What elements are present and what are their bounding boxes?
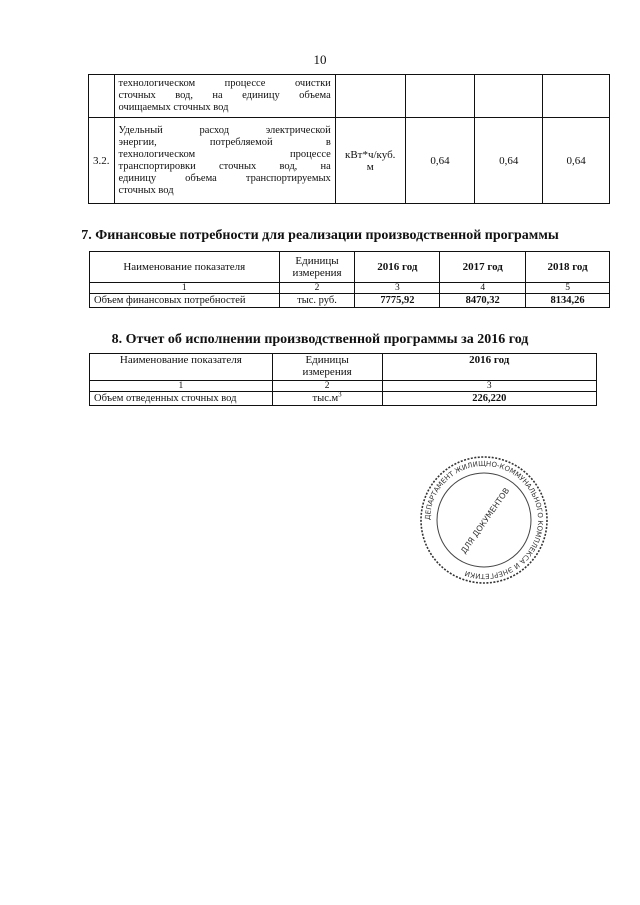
indicator-name-cell: Объем финансовых потребностей [90, 294, 280, 308]
table-row [90, 294, 610, 308]
column-header: 2018 год [526, 252, 610, 283]
column-number: 2 [279, 283, 355, 294]
section-7-heading: 7. Финансовые потребности для реализации производственной программы [81, 228, 559, 243]
value-cell [543, 75, 610, 118]
table-row [89, 75, 610, 118]
unit-cell [335, 118, 405, 204]
description-line: транспортировки сточных вод, на [118, 160, 331, 172]
section-8-heading: 8. Отчет об исполнении производственной программы за 2016 год [111, 332, 529, 347]
unit-cell: тыс. руб. [279, 294, 355, 308]
column-number-row [90, 283, 610, 294]
column-header: 2016 год [355, 252, 440, 283]
value-cell [405, 75, 475, 118]
table-row [89, 118, 610, 204]
column-header-line: Единицы [295, 255, 339, 267]
table-header-row [90, 252, 610, 283]
description-line: очищаемых сточных вод [118, 102, 229, 113]
indicator-description-cell [114, 75, 335, 118]
table-header-row [90, 354, 597, 381]
value-cell: 0,64 [475, 118, 543, 204]
value-cell: 0,64 [405, 118, 475, 204]
value-cell [475, 75, 543, 118]
indicators-table [88, 74, 610, 204]
stamp-inner-text: ДЛЯ ДОКУМЕНТОВ [459, 486, 512, 556]
unit-line: кВт*ч/куб. [344, 148, 396, 161]
value-cell: 8134,26 [526, 294, 610, 308]
column-header [272, 354, 382, 381]
column-number: 3 [355, 283, 440, 294]
column-header-line: измерения [302, 366, 352, 378]
description-line: сточных вод [118, 184, 174, 196]
table-row [90, 392, 597, 406]
official-stamp [418, 454, 550, 586]
column-header-line: Единицы [305, 354, 349, 366]
indicator-name-cell: Объем отведенных сточных вод [90, 392, 273, 406]
description-line: сточных вод, на единицу объема [118, 90, 331, 101]
unit-cell [272, 392, 382, 406]
column-header: Наименование показателя [90, 354, 273, 381]
indicator-description-cell [114, 118, 335, 204]
description-line: Удельный расход электрической [118, 124, 331, 136]
column-header: Наименование показателя [90, 252, 280, 283]
column-header: 2016 год [382, 354, 597, 381]
column-number: 4 [440, 283, 526, 294]
value-cell: 8470,32 [440, 294, 526, 308]
column-number: 1 [90, 381, 273, 392]
column-number: 1 [90, 283, 280, 294]
unit-base: тыс.м [312, 392, 339, 404]
stamp-outer-text: ДЕПАРТАМЕНТ ЖИЛИЩНО-КОММУНАЛЬНОГО КОМПЛЕКСА И ЭНЕРГЕТИКИ [423, 459, 545, 581]
column-number: 3 [382, 381, 597, 392]
description-line: технологическом процессе очистки [118, 78, 331, 89]
unit-cell [335, 75, 405, 118]
program-report-table [89, 353, 597, 406]
column-header: 2017 год [440, 252, 526, 283]
column-header-line: измерения [292, 267, 342, 279]
row-number-cell: 3.2. [89, 118, 115, 204]
unit-line: м [366, 160, 374, 173]
column-header [279, 252, 355, 283]
financial-needs-table [89, 251, 610, 308]
description-line: технологическом процессе [118, 148, 331, 160]
page-number: 10 [313, 52, 327, 67]
value-cell: 7775,92 [355, 294, 440, 308]
description-line: энергии, потребляемой в [118, 136, 331, 148]
column-number: 2 [272, 381, 382, 392]
row-number-cell [89, 75, 115, 118]
value-cell: 226,220 [382, 392, 597, 406]
description-line: единицу объема транспортируемых [118, 172, 331, 184]
column-number-row [90, 381, 597, 392]
column-number: 5 [526, 283, 610, 294]
value-cell: 0,64 [543, 118, 610, 204]
unit-superscript: 3 [338, 390, 342, 398]
